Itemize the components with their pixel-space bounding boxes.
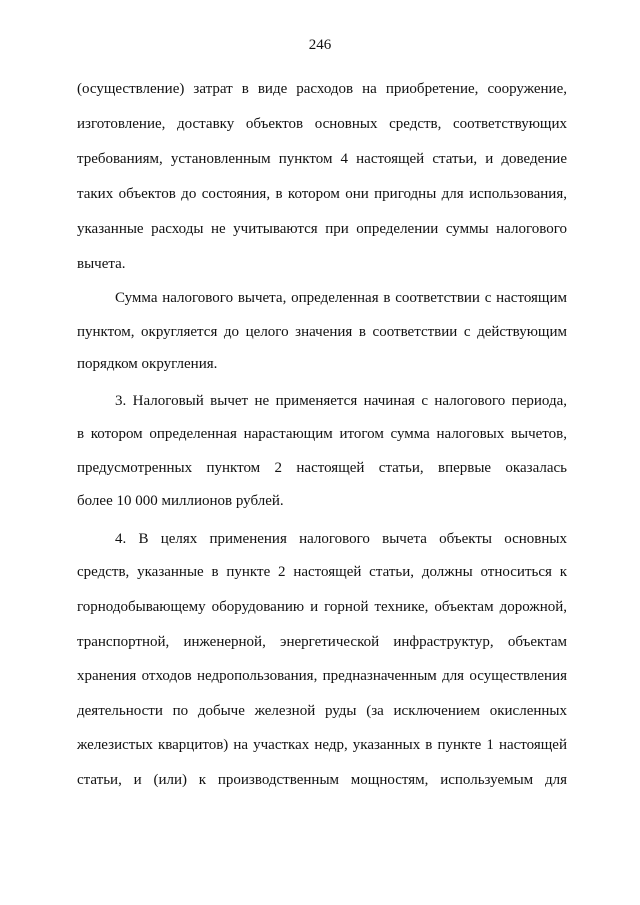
text-line: статьи, и (или) к производственным мощностям, используемым для	[77, 772, 567, 788]
page-number: 246	[308, 37, 332, 53]
text-line: предусмотренных пунктом 2 настоящей статьи, впервые оказалась	[77, 460, 567, 476]
text-line: (осуществление) затрат в виде расходов на приобретение, сооружение,	[77, 81, 567, 97]
text-line: пунктом, округляется до целого значения в соответствии с действующим	[77, 324, 567, 340]
text-line: 4. В целях применения налогового вычета объекты основных	[115, 531, 567, 547]
text-line: в котором определенная нарастающим итогом сумма налоговых вычетов,	[77, 426, 567, 442]
text-line: вычета.	[77, 256, 126, 272]
text-line: Сумма налогового вычета, определенная в соответствии с настоящим	[115, 290, 567, 306]
text-line: таких объектов до состояния, в котором они пригодны для использования,	[77, 186, 567, 202]
text-line: более 10 000 миллионов рублей.	[77, 493, 284, 509]
text-line: средств, указанные в пункте 2 настоящей статьи, должны относиться к	[77, 564, 567, 580]
text-line: деятельности по добыче железной руды (за исключением окисленных	[77, 703, 567, 719]
text-line: транспортной, инженерной, энергетической инфраструктур, объектам	[77, 634, 567, 650]
text-line: горнодобывающему оборудованию и горной технике, объектам дорожной,	[77, 599, 567, 615]
text-line: 3. Налоговый вычет не применяется начиная с налогового периода,	[115, 393, 567, 409]
text-line: изготовление, доставку объектов основных средств, соответствующих	[77, 116, 567, 132]
text-line: порядком округления.	[77, 356, 218, 372]
text-line: указанные расходы не учитываются при определении суммы налогового	[77, 221, 567, 237]
text-line: хранения отходов недропользования, предназначенным для осуществления	[77, 668, 567, 684]
text-line: требованиям, установленным пунктом 4 настоящей статьи, и доведение	[77, 151, 567, 167]
text-line: железистых кварцитов) на участках недр, указанных в пункте 1 настоящей	[77, 737, 567, 753]
